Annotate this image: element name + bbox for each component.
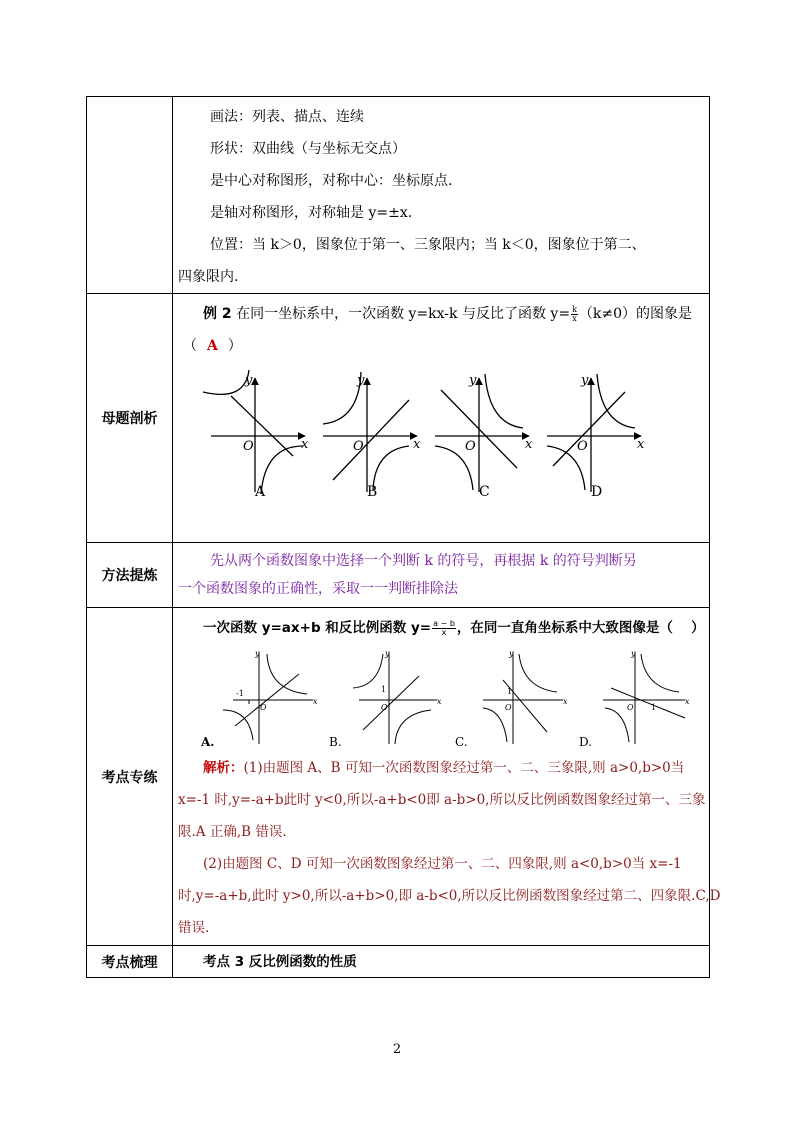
svg-text:y: y xyxy=(385,649,390,658)
svg-text:O: O xyxy=(353,439,364,454)
row-method-label: 方法提炼 xyxy=(87,543,173,608)
analysis-label: 解析： xyxy=(203,760,244,776)
practice-graphs xyxy=(173,644,710,752)
option-d-graph xyxy=(579,649,690,749)
answer-value: A xyxy=(207,338,218,354)
svg-text:D: D xyxy=(591,484,603,500)
example-question xyxy=(173,294,709,330)
svg-text:x: x xyxy=(313,697,318,706)
graph-a xyxy=(203,370,309,500)
row-summary xyxy=(87,946,710,978)
analysis-line: x=-1 时,y=-a+b此时 y<0,所以-a+b<0即 a-b>0,所以反比例函数图象经过第一、三象 xyxy=(178,792,706,808)
option-b-graph xyxy=(329,649,442,749)
content-table xyxy=(86,96,721,978)
svg-text:y: y xyxy=(469,373,477,388)
fraction-a-minus-b-over-x: $\frac{a - b}{x}$ xyxy=(433,618,455,637)
svg-text:O: O xyxy=(260,703,267,712)
svg-text:D.: D. xyxy=(579,735,593,749)
svg-text:1: 1 xyxy=(651,703,657,712)
analysis-block xyxy=(173,752,721,944)
row-method xyxy=(87,543,710,608)
svg-text:x: x xyxy=(685,697,690,706)
svg-text:B.: B. xyxy=(329,735,342,749)
example-label: 例 2 xyxy=(203,306,232,322)
svg-text:A: A xyxy=(255,484,266,500)
svg-text:x: x xyxy=(563,697,568,706)
analysis-line: 解析：(1)由题图 A、B 可知一次函数图象经过第一、二、三象限,则 a>0,b>0当 xyxy=(203,760,685,776)
option-a-graph xyxy=(200,649,318,749)
svg-text:x: x xyxy=(413,437,421,452)
option-c-graph xyxy=(455,649,568,749)
text-line: 形状：双曲线（与坐标无交点） xyxy=(210,141,406,157)
svg-text:B: B xyxy=(367,484,378,500)
svg-text:O: O xyxy=(381,703,388,712)
svg-text:x: x xyxy=(637,437,645,452)
svg-text:y: y xyxy=(357,373,365,388)
svg-text:O: O xyxy=(243,439,254,454)
svg-text:-1: -1 xyxy=(236,689,244,698)
row-example-label: 母题剖析 xyxy=(87,294,173,543)
example-question-text: 在同一坐标系中，一次函数 y=kx-k 与反比了函数 y= xyxy=(236,306,571,322)
text-line: 画法：列表、描点、连续 xyxy=(210,109,364,125)
svg-text:y: y xyxy=(581,373,589,388)
row-practice xyxy=(87,608,710,946)
text-line: 四象限内. xyxy=(178,269,239,285)
analysis-line: 错误. xyxy=(178,920,210,936)
text-line: 是中心对称图形，对称中心：坐标原点. xyxy=(210,173,453,189)
row-example-content xyxy=(173,294,710,543)
row-summary-label: 考点梳理 xyxy=(87,946,173,978)
row-summary-content xyxy=(173,946,710,978)
graph-b xyxy=(323,372,421,500)
svg-text:x: x xyxy=(437,697,442,706)
svg-text:O: O xyxy=(627,703,634,712)
fraction-k-over-x: $\frac{k}{x}$ xyxy=(572,304,577,323)
svg-text:O: O xyxy=(465,439,476,454)
row-method-content xyxy=(173,543,710,608)
row-example xyxy=(87,294,710,543)
svg-text:y: y xyxy=(509,649,514,658)
analysis-line: (2)由题图 C、D 可知一次函数图象经过第一、二、四象限,则 a<0,b>0当 x=-1 xyxy=(203,856,682,872)
text-line: 是轴对称图形，对称轴是 y=±x. xyxy=(210,205,413,221)
row-practice-label: 考点专练 xyxy=(87,608,173,946)
svg-text:x: x xyxy=(301,437,309,452)
svg-text:O: O xyxy=(505,703,512,712)
analysis-line: 时,y=-a+b,此时 y>0,所以-a+b>0,即 a-b<0,所以反比例函数图象经过第二、四象限.C,D xyxy=(178,888,721,904)
row-properties-content xyxy=(173,97,710,294)
svg-text:C: C xyxy=(479,484,490,500)
method-line: 一个函数图象的正确性，采取一一判断排除法 xyxy=(178,581,458,597)
svg-text:O: O xyxy=(577,439,588,454)
row-practice-content xyxy=(173,608,721,946)
example-answer: （ A ） xyxy=(183,338,242,354)
svg-text:1: 1 xyxy=(381,685,387,694)
svg-text:y: y xyxy=(631,649,636,658)
practice-question: 一次函数 y=ax+b 和反比例函数 y= $\frac{a - b}{x}$ ，在同一直角坐标系中大致图像是（ ） xyxy=(203,618,705,637)
row-properties-label xyxy=(87,97,173,294)
summary-text: 考点 3 反比例函数的性质 xyxy=(203,953,357,970)
example-graphs xyxy=(173,362,710,502)
example-question-tail: （k≠0）的图象是 xyxy=(578,306,693,322)
row-properties xyxy=(87,97,710,294)
svg-text:x: x xyxy=(525,437,533,452)
text-line: 位置：当 k＞0，图象位于第一、三象限内；当 k＜0，图象位于第二、 xyxy=(210,237,646,253)
graph-c xyxy=(435,373,533,500)
svg-text:A.: A. xyxy=(201,735,215,749)
analysis-line: 限.A 正确,B 错误. xyxy=(178,824,287,840)
svg-text:1: 1 xyxy=(507,687,513,696)
svg-text:C.: C. xyxy=(455,735,468,749)
page-number: 2 xyxy=(392,1042,402,1057)
svg-text:y: y xyxy=(255,649,260,658)
method-line: 先从两个函数图象中选择一个判断 k 的符号，再根据 k 的符号判断另 xyxy=(210,553,637,569)
graph-d xyxy=(547,373,645,500)
svg-text:y: y xyxy=(245,373,253,388)
